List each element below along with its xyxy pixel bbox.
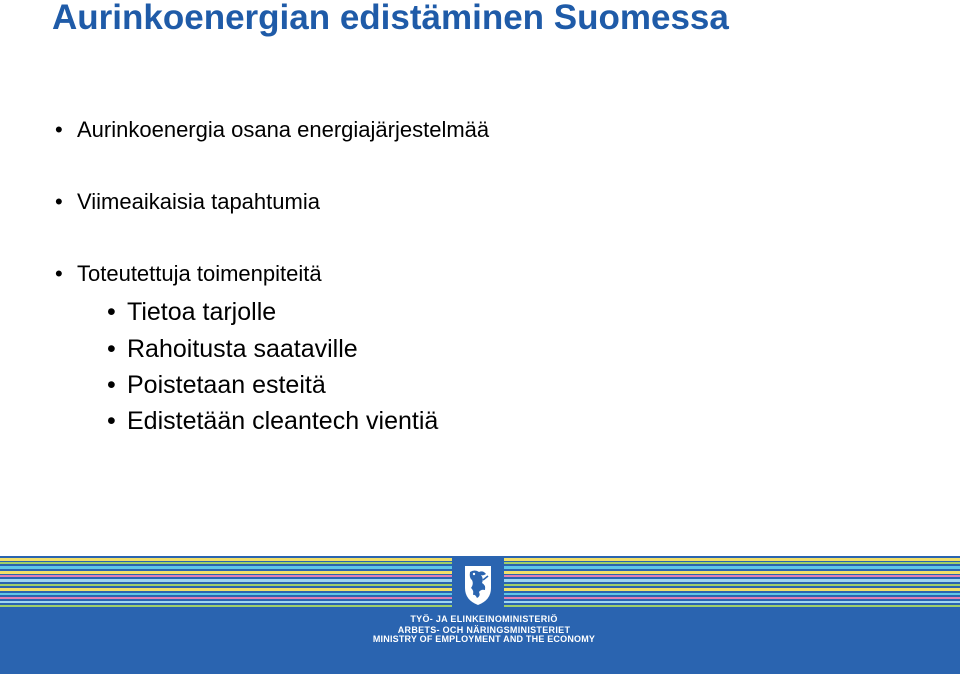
- bullet-item: [55, 117, 489, 143]
- bullet-dot: •: [55, 261, 63, 286]
- ministry-name-finnish: TYÖ- JA ELINKEINOMINISTERIÖ: [410, 614, 558, 624]
- bullet-dot: •: [55, 189, 63, 214]
- bullet-dot: •: [107, 371, 116, 399]
- bullet-dot: •: [107, 407, 116, 435]
- bullet-item: [55, 261, 322, 287]
- bullet-item: [55, 189, 320, 215]
- finnish-lion-coat-of-arms-icon: [459, 562, 497, 606]
- ministry-footer-banner: [0, 556, 960, 674]
- bullet-text: Viimeaikaisia tapahtumia: [77, 189, 320, 214]
- bullet-dot: •: [107, 335, 116, 363]
- sub-bullet-text: Poistetaan esteitä: [127, 371, 326, 399]
- bullet-text: Aurinkoenergia osana energiajärjestelmää: [77, 117, 490, 142]
- sub-bullet-item: [107, 334, 358, 364]
- ministry-name-english: MINISTRY OF EMPLOYMENT AND THE ECONOMY: [372, 634, 596, 644]
- sub-bullet-text: Tietoa tarjolle: [127, 298, 277, 326]
- sub-bullet-item: [107, 370, 326, 400]
- bullet-text: Toteutettuja toimenpiteitä: [77, 261, 322, 286]
- sub-bullet-item: [107, 297, 276, 327]
- sub-bullet-item: [107, 406, 438, 436]
- bullet-dot: •: [55, 117, 63, 142]
- bullet-dot: •: [107, 298, 116, 326]
- sub-bullet-text: Edistetään cleantech vientiä: [127, 407, 439, 435]
- slide-title: Aurinkoenergian edistäminen Suomessa: [52, 0, 729, 37]
- sub-bullet-text: Rahoitusta saataville: [127, 335, 358, 363]
- ministry-name-swedish: ARBETS- OCH NÄRINGSMINISTERIET: [397, 625, 571, 635]
